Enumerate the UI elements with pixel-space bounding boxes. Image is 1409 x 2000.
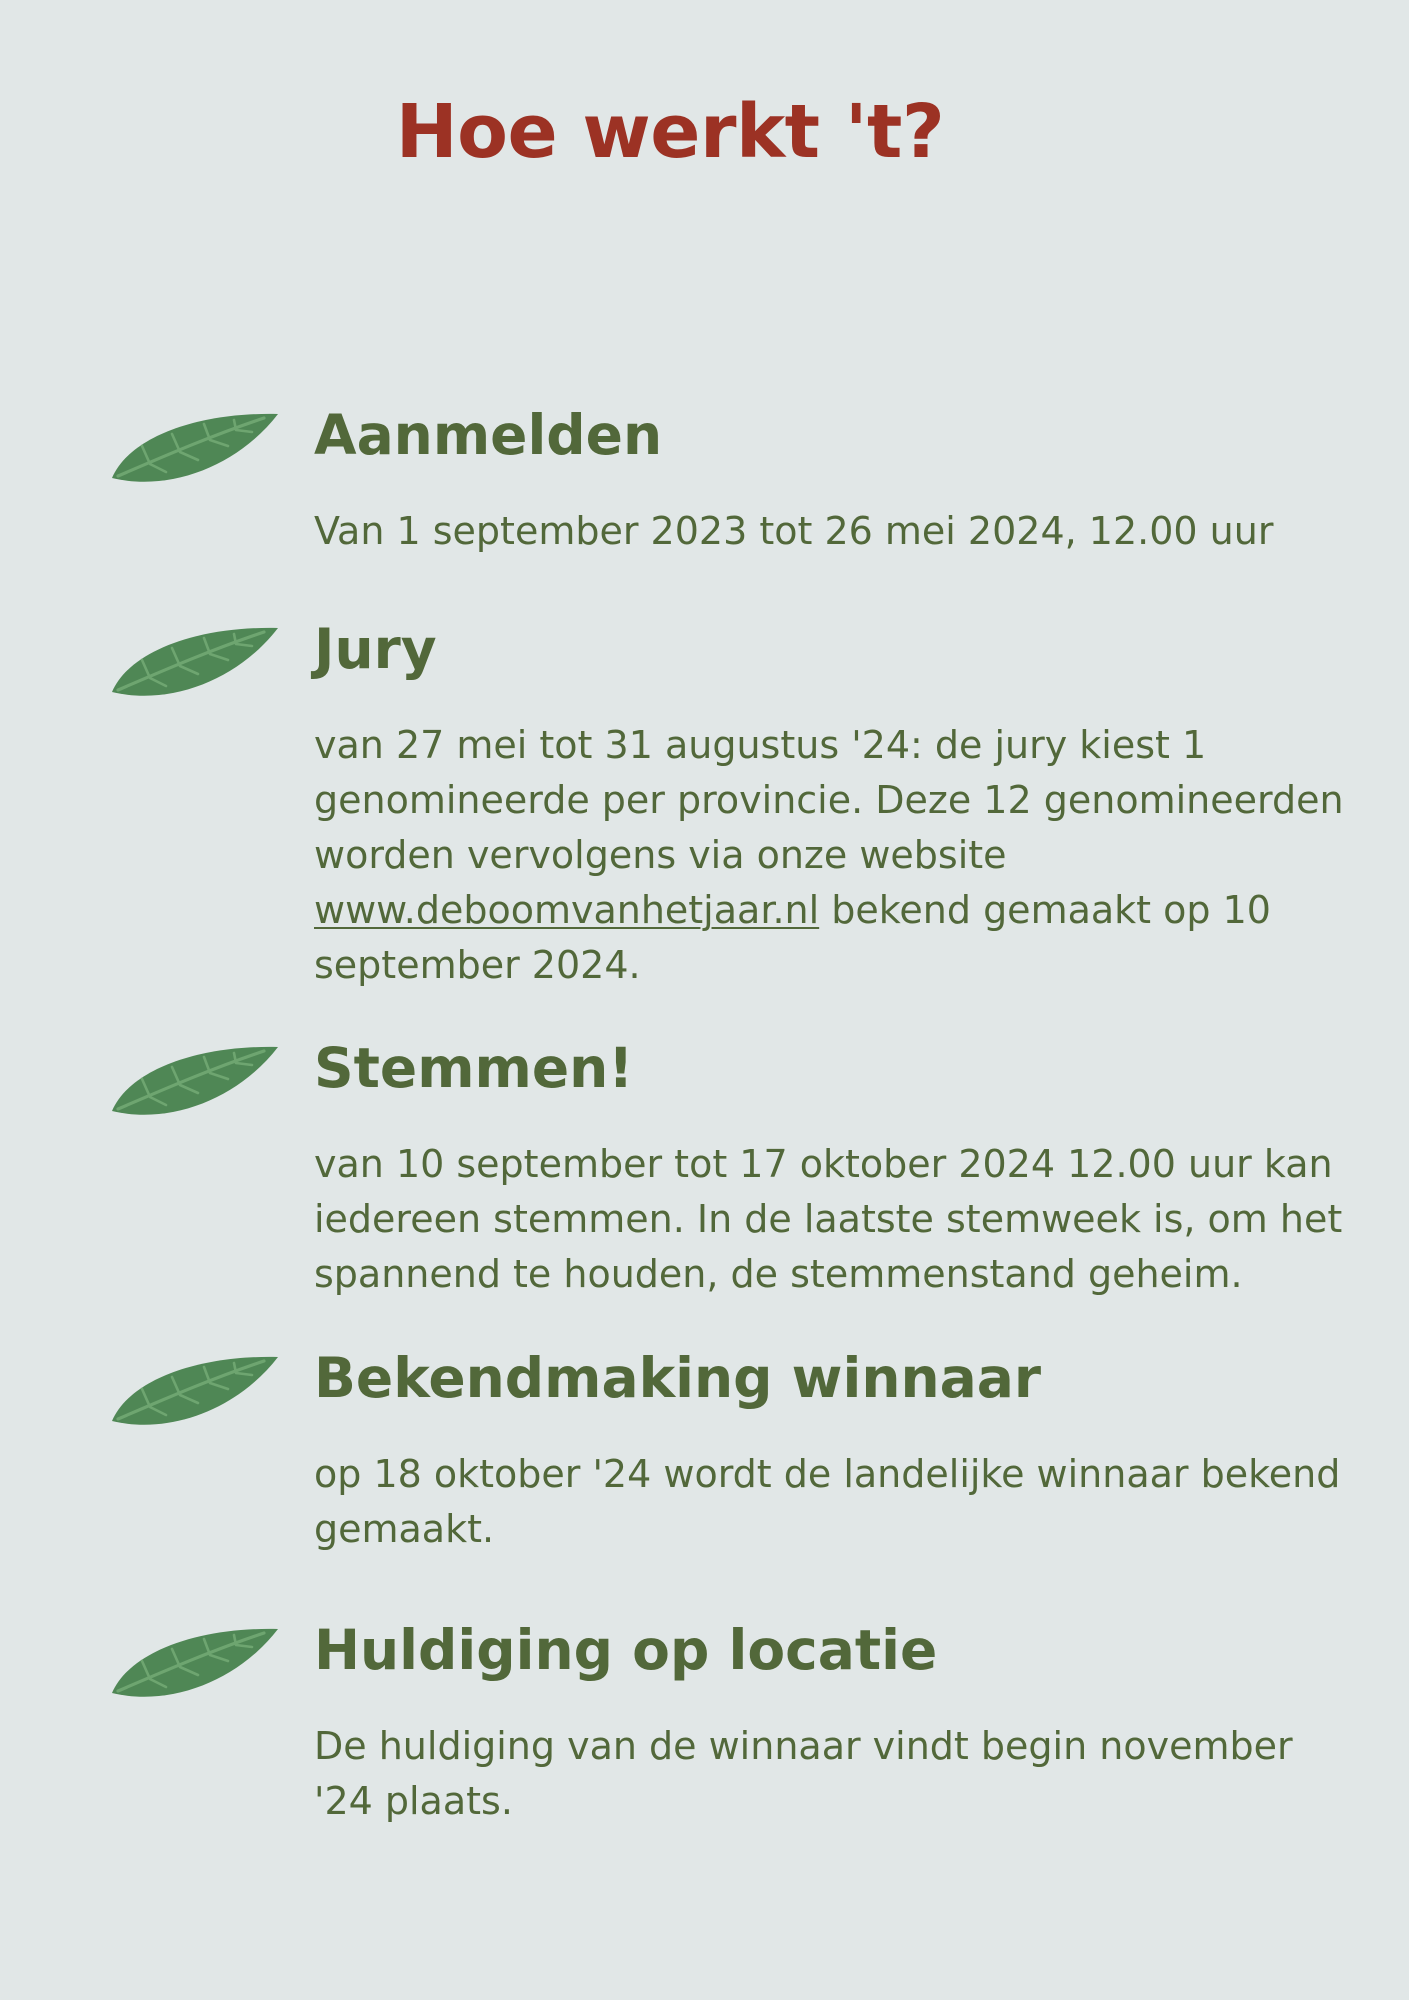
step-heading: Huldiging op locatie: [314, 1618, 938, 1682]
step-text-part: bekend gemaakt op 10 september 2024.: [314, 888, 1271, 987]
step-heading: Stemmen!: [314, 1036, 634, 1100]
leaf-icon: [108, 1351, 280, 1429]
leaf-icon: [108, 1623, 280, 1701]
leaf-icon: [108, 622, 280, 700]
step-heading: Jury: [314, 617, 437, 681]
step-text-part: van 27 mei tot 31 augustus '24: de jury kiest 1 genomineerde per provincie. Deze 12 genomineerden worden vervolgens via onze website: [314, 723, 1344, 877]
leaf-icon: [108, 408, 280, 486]
step-heading: Aanmelden: [314, 403, 663, 467]
page-title: Hoe werkt 't?: [395, 89, 945, 175]
step-text: [314, 718, 1354, 993]
step-text: De huldiging van de winnaar vindt begin november '24 plaats.: [314, 1724, 1293, 1823]
step-text: op 18 oktober '24 wordt de landelijke winnaar bekend gemaakt.: [314, 1452, 1341, 1551]
website-link[interactable]: www.deboomvanhetjaar.nl: [314, 888, 820, 932]
step-text: van 10 september tot 17 oktober 2024 12.00 uur kan iedereen stemmen. In de laatste stemweek is, om het spannend te houden, de stemmenstand geheim.: [314, 1142, 1343, 1296]
leaf-icon: [108, 1041, 280, 1119]
step-heading: Bekendmaking winnaar: [314, 1346, 1042, 1410]
step-text: Van 1 september 2023 tot 26 mei 2024, 12.00 uur: [314, 509, 1274, 553]
